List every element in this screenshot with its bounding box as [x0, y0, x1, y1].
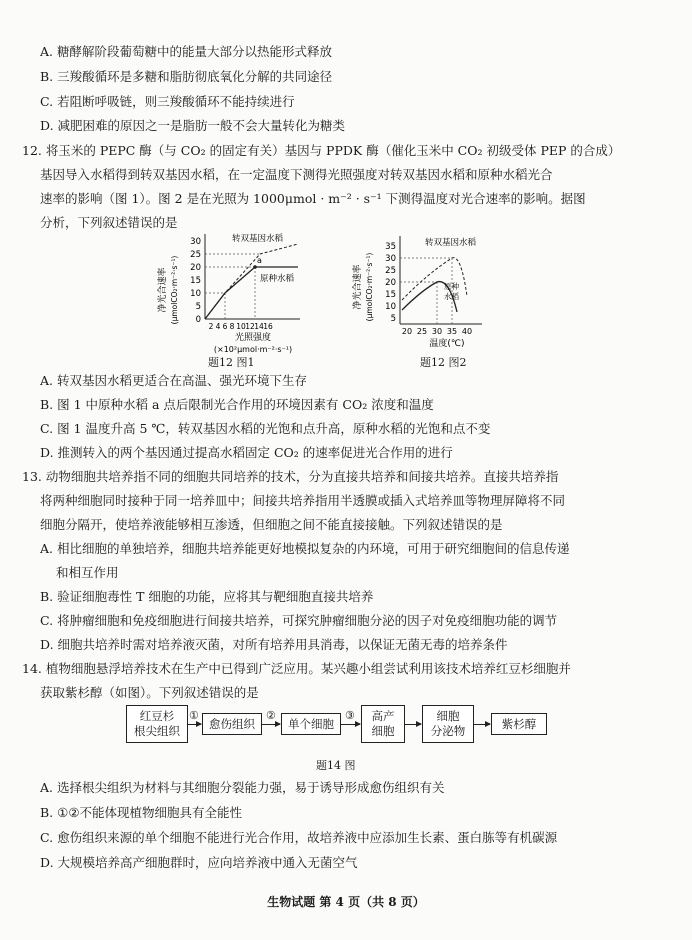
fig1-yunit: (μmolCO₂·m⁻²·s⁻¹): [170, 255, 179, 325]
fig2-legend-original-2: 水稻: [444, 292, 459, 301]
flow-box-secretion: [422, 705, 474, 743]
flow-box-single-cell: 单个细胞: [281, 713, 341, 735]
flow-arrow: [405, 724, 421, 725]
fig2-ytick: 10: [385, 302, 396, 312]
q11-option-c: C. 若阻断呼吸链，则三羧酸循环不能持续进行: [40, 94, 295, 109]
q14-figure-caption: 题14 图: [316, 759, 356, 772]
fig1-legend-transgenic: 转双基因水稻: [232, 234, 284, 244]
fig1-ytick: 0: [195, 315, 201, 325]
q14-option-d: D. 大规模培养高产细胞群时，应向培养液中通入无菌空气: [40, 855, 358, 870]
q14-stem-line2: 获取紫杉醇（如图）。下列叙述错误的是: [40, 685, 259, 700]
q14-option-b: B. ①②不能体现植物细胞具有全能性: [40, 805, 243, 820]
flow-step-1: ①: [189, 709, 199, 722]
q12-option-d: D. 推测转入的两个基因通过提高水稻固定 CO₂ 的速率促进光合作用的进行: [40, 445, 453, 460]
fig1-xtick: 4: [215, 322, 221, 331]
q13-option-b: B. 验证细胞毒性 T 细胞的功能，应将其与靶细胞直接共培养: [40, 589, 374, 604]
fig2-ytick: 20: [385, 278, 396, 288]
fig1-ytick: 5: [195, 302, 201, 312]
q13-stem-line3: 细胞分隔开，使培养液能够相互渗透，但细胞之间不能直接接触。下列叙述错误的是: [40, 517, 503, 532]
page-footer: 生物试题 第 4 页（共 8 页）: [267, 895, 425, 909]
fig2-xtick: 30: [431, 327, 443, 336]
flow-box-root-tissue: [126, 705, 188, 743]
fig1-ylabel: 净光合速率: [158, 267, 168, 313]
fig2-ytick: 30: [385, 254, 396, 264]
q12-stem-line4: 分析，下列叙述错误的是: [40, 215, 178, 230]
fig1-xtick: 2: [208, 322, 214, 331]
fig1-ytick: 25: [190, 250, 201, 260]
fig2-caption: 题12 图2: [420, 356, 467, 369]
fig1-xtick: 16: [263, 322, 273, 331]
fig1-ytick: 15: [190, 276, 201, 286]
fig2-yunit: (μmolCO₂·m⁻²·s⁻¹): [365, 252, 374, 322]
fig1-ytick: 20: [190, 263, 201, 273]
fig1-ytick: 10: [190, 289, 201, 299]
flow-box-high-yield-line1: 高产: [371, 709, 395, 723]
fig1-xtick: 12: [245, 322, 255, 331]
fig1-xtick: 6: [222, 322, 228, 331]
fig2-xtick: 25: [416, 327, 428, 336]
q11-option-a: A. 糖酵解阶段葡萄糖中的能量大部分以热能形式释放: [40, 44, 332, 59]
fig2-xlabel: 温度(℃): [429, 339, 465, 349]
fig1-xunit: (×10²μmol·m⁻²·s⁻¹): [213, 345, 293, 354]
fig1-xtick: 14: [254, 322, 264, 331]
flow-box-high-yield-line2: 细胞: [371, 724, 395, 738]
fig1-legend-original: 原种水稻: [260, 274, 295, 284]
flow-arrow: [474, 724, 490, 725]
q12-stem-line3: 速率的影响（图 1）。图 2 是在光照为 1000μmol · m⁻² · s⁻¹ 下测得温度对光合速率的影响。据图: [40, 191, 586, 206]
flow-arrow: [262, 724, 280, 725]
fig2-ytick: 15: [385, 290, 396, 300]
q11-option-d: D. 减肥困难的原因之一是脂肪一般不会大量转化为糖类: [40, 118, 346, 133]
flow-box-taxol: 紫杉醇: [491, 713, 547, 735]
flow-box-callus: 愈伤组织: [202, 713, 262, 735]
fig2-xtick: 20: [401, 327, 413, 336]
fig2-ytick: 35: [385, 242, 396, 252]
q12-figure2: [347, 232, 497, 352]
q12-option-a: A. 转双基因水稻更适合在高温、强光环境下生存: [40, 373, 307, 388]
q11-option-b: B. 三羧酸循环是多糖和脂肪彻底氧化分解的共同途径: [40, 69, 333, 84]
fig1-point-a-label: a: [257, 256, 262, 265]
fig1-xtick: 10: [236, 322, 246, 331]
fig2-xtick: 35: [446, 327, 458, 336]
q12-option-c: C. 图 1 温度升高 5 ℃，转双基因水稻的光饱和点升高，原种水稻的光饱和点不变: [40, 421, 491, 436]
q13-option-a: A. 相比细胞的单独培养，细胞共培养能更好地模拟复杂的内环境，可用于研究细胞间的信息传递: [40, 541, 570, 556]
fig1-point-a: [253, 265, 257, 269]
q13-option-d: D. 细胞共培养时需对培养液灭菌，对所有培养用具消毒，以保证无菌无毒的培养条件: [40, 637, 508, 652]
fig1-ytick: 30: [190, 237, 201, 247]
q14-stem-line1: 14. 植物细胞悬浮培养技术在生产中已得到广泛应用。某兴趣小组尝试利用该技术培养红豆杉细胞并: [22, 661, 571, 676]
flow-step-3: ③: [345, 709, 355, 722]
fig1-xlabel: 光照强度: [234, 333, 272, 343]
fig2-legend-transgenic: 转双基因水稻: [425, 238, 477, 248]
fig2-ytick: 5: [390, 314, 396, 324]
fig1-caption: 题12 图1: [208, 356, 255, 369]
flow-arrow: [188, 724, 201, 725]
q14-option-a: A. 选择根尖组织为材料与其细胞分裂能力强，易于诱导形成愈伤组织有关: [40, 780, 445, 795]
q13-option-c: C. 将肿瘤细胞和免疫细胞进行间接共培养，可探究肿瘤细胞分泌的因子对免疫细胞功能的调节: [40, 613, 558, 628]
flow-step-2: ②: [266, 709, 276, 722]
fig2-ytick: 25: [385, 266, 396, 276]
q12-stem-line1: 12. 将玉米的 PEPC 酶（与 CO₂ 的固定有关）基因与 PPDK 酶（催化玉米中 CO₂ 初级受体 PEP 的合成）: [22, 143, 621, 158]
fig2-xtick: 40: [461, 327, 473, 336]
flow-box-root-line2: 根尖组织: [134, 724, 180, 738]
flow-box-secretion-line1: 细胞: [436, 709, 460, 723]
flow-box-secretion-line2: 分泌物: [430, 724, 466, 738]
q13-stem-line1: 13. 动物细胞共培养指不同的细胞共同培养的技术，分为直接共培养和间接共培养。直接共培养指: [22, 469, 559, 484]
q13-option-a-cont: 和相互作用: [56, 565, 119, 580]
fig2-ylabel: 净光合速率: [353, 264, 363, 310]
q12-figure1: [150, 232, 320, 362]
flow-arrow: [341, 724, 360, 725]
q12-option-b: B. 图 1 中原种水稻 a 点后限制光合作用的环境因素有 CO₂ 浓度和温度: [40, 397, 434, 412]
q14-option-c: C. 愈伤组织来源的单个细胞不能进行光合作用，故培养液中应添加生长素、蛋白胨等有机碳源: [40, 830, 558, 845]
fig1-xtick: 8: [229, 322, 235, 331]
q12-stem-line2: 基因导入水稻得到转双基因水稻，在一定温度下测得光照强度对转双基因水稻和原种水稻光合: [40, 167, 553, 182]
q13-stem-line2: 将两种细胞同时接种于同一培养皿中；间接共培养指用半透膜或插入式培养皿等物理屏障将不同: [40, 493, 566, 508]
fig2-legend-original-1: 原种: [444, 282, 459, 291]
flow-box-root-line1: 红豆杉: [139, 709, 175, 723]
flow-box-high-yield-cell: [361, 705, 405, 743]
